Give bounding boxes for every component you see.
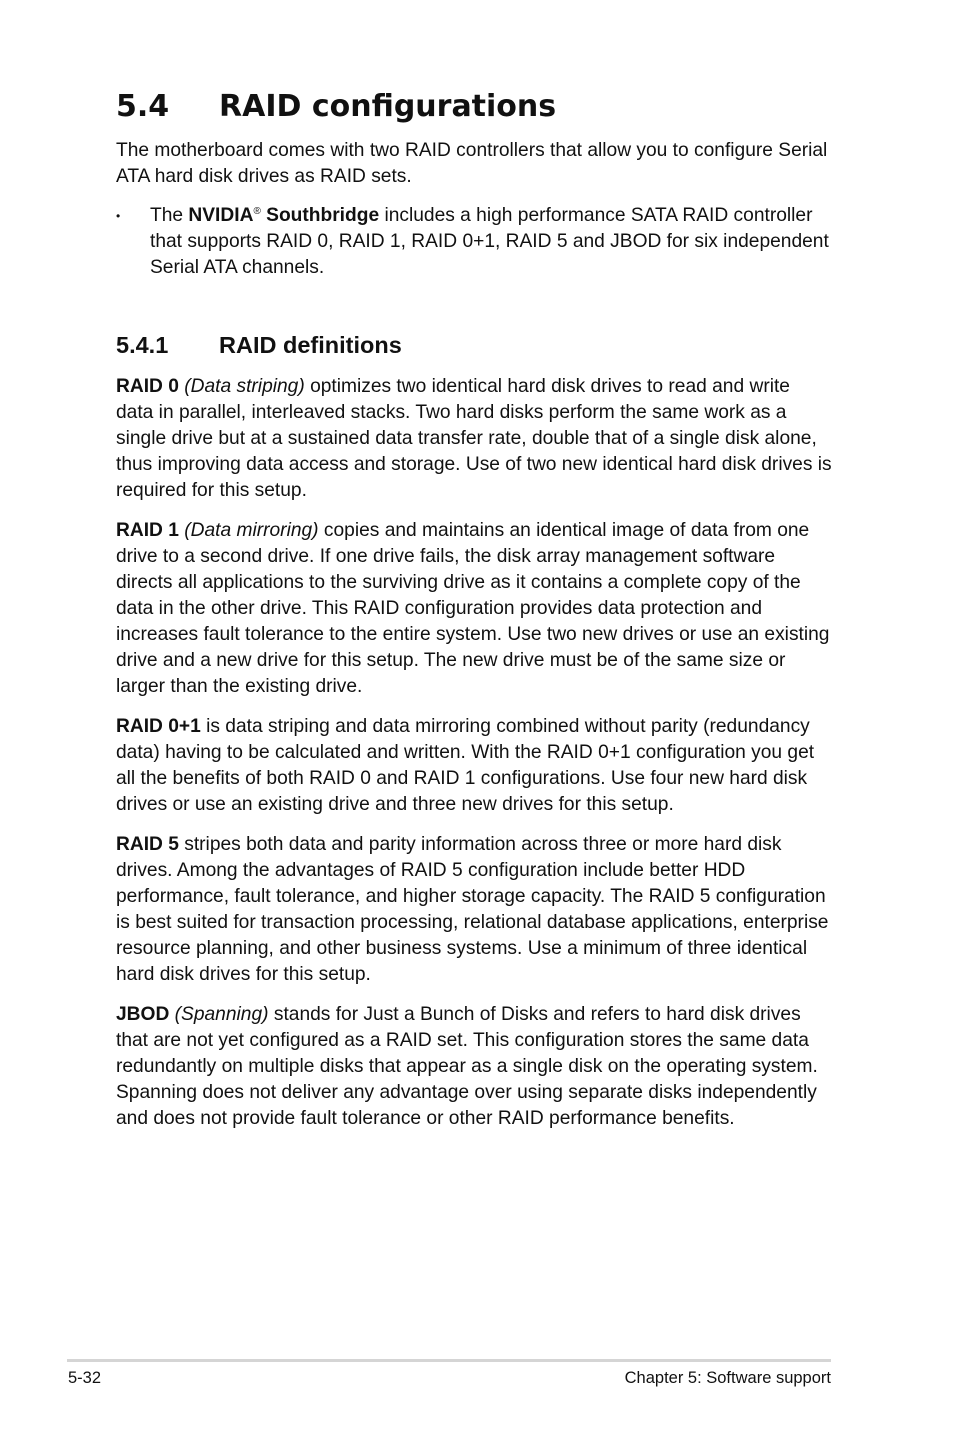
definition-raid-1 — [116, 518, 832, 700]
definition-raid-5 — [116, 832, 832, 988]
definition-text: is data striping and data mirroring combined without parity (redundancy data) having to be calculated and written. With the RAID 0+1 configuration you get all the benefits of both RAID 0 and RAID 1 configurations. Use four new hard disk drives or use an existing drive and three new drives for this setup. — [116, 716, 815, 815]
section-title: RAID configurations — [219, 89, 557, 124]
definition-raid-0-1 — [116, 714, 832, 818]
section-number: 5.4 — [116, 89, 170, 124]
raid-definitions — [116, 374, 832, 1146]
intro-paragraph: The motherboard comes with two RAID controllers that allow you to configure Serial ATA hard disk drives as RAID sets. — [116, 140, 828, 187]
definition-text: optimizes two identical hard disk drives to read and write data in parallel, interleaved stacks. Two hard disks perform the same work as a single drive but at a sustained data transfer rate, double that of a single disk alone, thus improving data access and storage. Use of two new identical hard disk drives is required for this setup. — [116, 376, 832, 501]
subsection-heading — [116, 330, 402, 360]
footer-divider — [67, 1359, 831, 1362]
definition-text: stripes both data and parity information across three or more hard disk drives. Among the advantages of RAID 5 configuration include better HDD performance, fault tolerance, and higher storage capacity. The RAID 5 configuration is best suited for transaction processing, relational database applications, enterprise resource planning, and other business systems. Use a minimum of three identical hard disk drives for this setup. — [116, 834, 829, 985]
bullet-item-nvidia — [116, 203, 832, 281]
definition-term: RAID 1 — [116, 520, 179, 541]
definition-raid-0 — [116, 374, 832, 504]
bullet-lead: The — [150, 205, 189, 226]
definition-term: RAID 0 — [116, 376, 179, 397]
footer-chapter-title: Chapter 5: Software support — [624, 1369, 831, 1387]
definition-jbod — [116, 1002, 832, 1132]
definition-text: stands for Just a Bunch of Disks and refers to hard disk drives that are not yet configured as a RAID set. This configuration stores the same data redundantly on multiple disks that appear as a single disk on the operating system. Spanning does not deliver any advantage over using separate disks independently and does not provide fault tolerance or other RAID performance benefits. — [116, 1004, 818, 1129]
definition-qualifier: (Data striping) — [178, 376, 305, 397]
bullet-brand: NVIDIA — [188, 205, 254, 226]
bullet-text: includes a high performance SATA RAID controller that supports RAID 0, RAID 1, RAID 0+1, RAID 5 and JBOD for six independent Serial ATA channels. — [150, 205, 829, 278]
definition-qualifier: (Spanning) — [169, 1004, 269, 1025]
definition-term: RAID 0+1 — [116, 716, 201, 737]
definition-text: copies and maintains an identical image of data from one drive to a second drive. If one drive fails, the disk array management software directs all applications to the surviving drive as it contains a complete copy of the data in the other drive. This RAID configuration provides data protection and increases fault tolerance to the entire system. Use two new drives or use an existing drive and a new drive for this setup. The new drive must be of the same size or larger than the existing drive. — [116, 520, 830, 697]
subsection-number: 5.4.1 — [116, 332, 169, 358]
definition-term: JBOD — [116, 1004, 170, 1025]
bullet-product: Southbridge — [260, 205, 380, 226]
subsection-title: RAID definitions — [219, 332, 402, 358]
definition-term: RAID 5 — [116, 834, 179, 855]
definition-qualifier: (Data mirroring) — [178, 520, 319, 541]
bullet-list — [116, 203, 832, 281]
footer-page-number: 5-32 — [68, 1369, 102, 1387]
page-title — [116, 86, 556, 128]
registered-mark: ® — [253, 206, 261, 217]
